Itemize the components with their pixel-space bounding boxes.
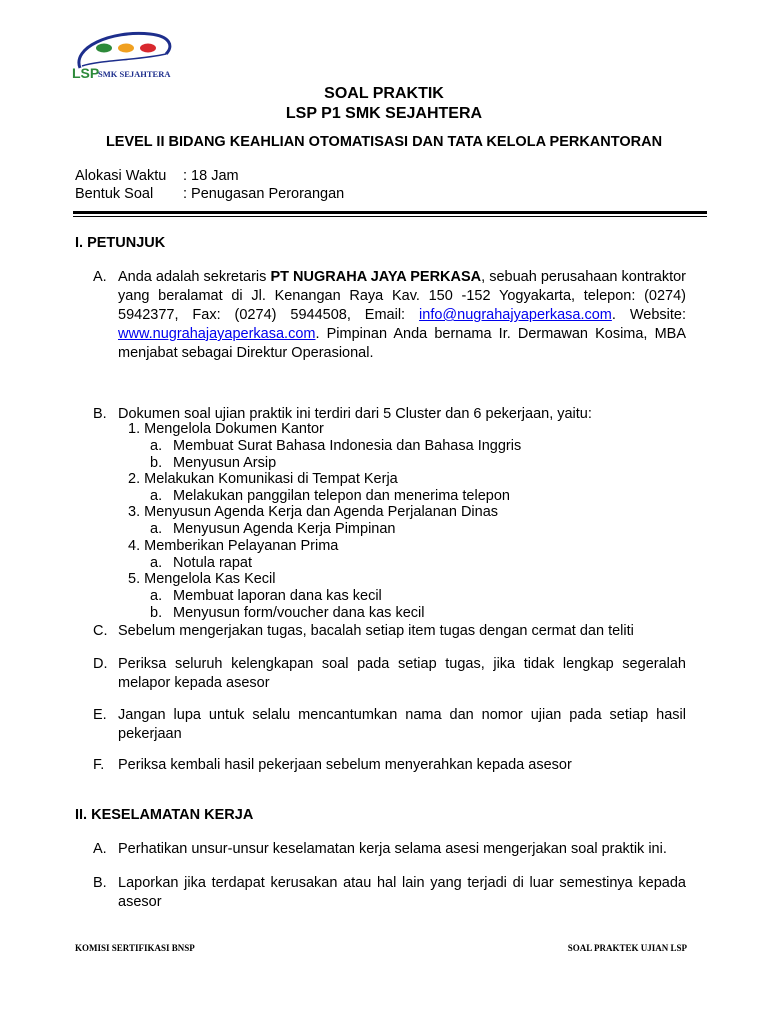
- footer-left: KOMISI SERTIFIKASI BNSP: [75, 943, 195, 953]
- task-item: a. Menyusun Agenda Kerja Pimpinan: [150, 521, 396, 537]
- section2-heading: II. KESELAMATAN KERJA: [75, 807, 254, 823]
- meta-time-value: : 18 Jam: [183, 168, 239, 184]
- section1-heading: I. PETUNJUK: [75, 235, 166, 251]
- meta-time: [75, 167, 239, 185]
- keselamatan-b-text: Laporkan jika terdapat kerusakan atau hal lain yang terjadi di luar semestinya kepada asesor: [118, 875, 686, 910]
- logo-dot-green: [96, 44, 112, 53]
- logo-dot-orange: [118, 44, 134, 53]
- task-item: a. Membuat laporan dana kas kecil: [150, 588, 382, 604]
- petunjuk-a-marker: A.: [93, 269, 107, 285]
- petunjuk-f-text: Periksa kembali hasil pekerjaan sebelum menyerahkan kepada asesor: [118, 757, 572, 773]
- petunjuk-e: [93, 706, 686, 744]
- meta-form-value: : Penugasan Perorangan: [183, 186, 345, 202]
- logo-brand: LSP: [72, 65, 100, 81]
- keselamatan-b-marker: B.: [93, 875, 107, 891]
- logo-text: SMK SEJAHTERA: [98, 69, 171, 79]
- meta-time-label: Alokasi Waktu: [75, 168, 167, 184]
- cluster-item: 5. Mengelola Kas Kecil: [128, 571, 276, 587]
- petunjuk-c: [93, 622, 686, 641]
- keselamatan-a-text: Perhatikan unsur-unsur keselamatan kerja selama asesi mengerjakan soal praktik ini.: [118, 841, 667, 857]
- footer-right: SOAL PRAKTEK UJIAN LSP: [567, 943, 687, 953]
- keselamatan-b: [93, 874, 686, 912]
- logo-dot-red: [140, 44, 156, 53]
- petunjuk-a-p2: , sebuah perusahaan kontraktor yang beralamat di Jl. Kenangan Raya Kav. 150 -152 Yogyakarta, telepon: (0274) 5942377, Fax: (0274) 5944508, Email:: [118, 269, 686, 323]
- lsp-logo: [70, 26, 180, 86]
- petunjuk-b-intro: Dokumen soal ujian praktik ini terdiri dari 5 Cluster dan 6 pekerjaan, yaitu:: [118, 406, 592, 422]
- petunjuk-e-marker: E.: [93, 707, 107, 723]
- meta-form: [75, 185, 344, 203]
- task-item: a. Notula rapat: [150, 555, 252, 571]
- cluster-item: 1. Mengelola Dokumen Kantor: [128, 421, 324, 437]
- task-item: a. Melakukan panggilan telepon dan menerima telepon: [150, 488, 510, 504]
- petunjuk-a: [93, 268, 686, 363]
- petunjuk-f-marker: F.: [93, 757, 105, 773]
- cluster-item: 3. Menyusun Agenda Kerja dan Agenda Perjalanan Dinas: [128, 504, 499, 520]
- divider-thick: [73, 211, 707, 214]
- petunjuk-e-text: Jangan lupa untuk selalu mencantumkan nama dan nomor ujian pada setiap hasil pekerjaan: [118, 707, 686, 742]
- petunjuk-d: [93, 655, 686, 693]
- petunjuk-a-p1: Anda adalah sekretaris: [118, 269, 267, 285]
- email-link[interactable]: info@nugrahajyaperkasa.com: [419, 307, 612, 323]
- website-link[interactable]: www.nugrahajayaperkasa.com: [118, 326, 316, 342]
- keselamatan-a: [93, 840, 686, 859]
- doc-title-line1: SOAL PRAKTIK: [324, 85, 444, 102]
- petunjuk-d-text: Periksa seluruh kelengkapan soal pada setiap tugas, jika tidak lengkap segeralah melapor kepada asesor: [118, 656, 686, 691]
- doc-title-line2: LSP P1 SMK SEJAHTERA: [285, 105, 483, 122]
- petunjuk-f: [93, 756, 686, 775]
- divider-thin: [73, 216, 707, 217]
- keselamatan-a-marker: A.: [93, 841, 107, 857]
- petunjuk-c-text: Sebelum mengerjakan tugas, bacalah setiap item tugas dengan cermat dan teliti: [118, 623, 634, 639]
- petunjuk-a-p3: . Website:: [611, 307, 686, 323]
- task-item: b. Menyusun form/voucher dana kas kecil: [150, 605, 425, 621]
- meta-form-label: Bentuk Soal: [75, 186, 154, 202]
- petunjuk-a-p4: . Pimpinan Anda bernama Ir. Dermawan Kosima, MBA menjabat sebagai Direktur Operasional.: [118, 326, 686, 361]
- task-item: a. Membuat Surat Bahasa Indonesia dan Bahasa Inggris: [150, 438, 522, 454]
- petunjuk-c-marker: C.: [93, 623, 108, 639]
- petunjuk-b-marker: B.: [93, 406, 107, 422]
- petunjuk-d-marker: D.: [93, 656, 108, 672]
- cluster-item: 2. Melakukan Komunikasi di Tempat Kerja: [128, 471, 398, 487]
- petunjuk-a-text: [118, 268, 686, 363]
- task-item: b. Menyusun Arsip: [150, 455, 277, 471]
- company-name: PT NUGRAHA JAYA PERKASA: [270, 269, 482, 285]
- doc-level: LEVEL II BIDANG KEAHLIAN OTOMATISASI DAN TATA KELOLA PERKANTORAN: [105, 134, 663, 150]
- cluster-item: 4. Memberikan Pelayanan Prima: [128, 538, 339, 554]
